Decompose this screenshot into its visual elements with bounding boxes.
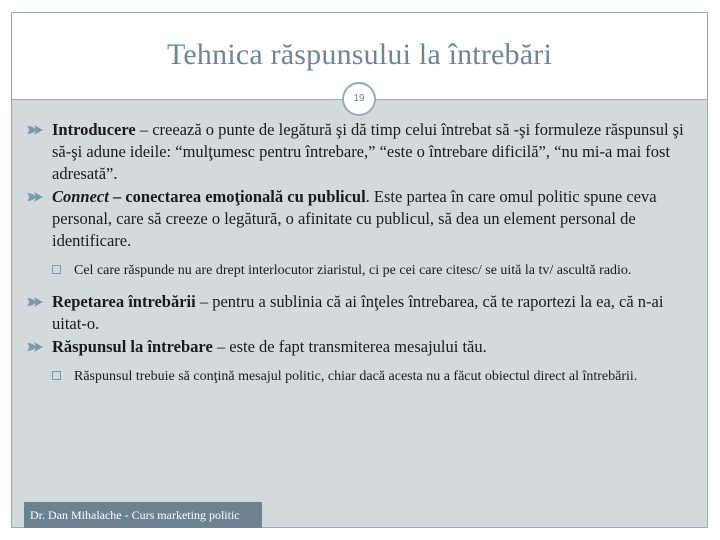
bullet-lead: Connect — [52, 187, 109, 206]
arrow-bullet-icon — [26, 340, 44, 354]
bullet-text: – creează o punte de legătură şi dă timp celui întrebat să -şi formuleze răspunsul şi să-şi adune ideile: “mulţumesc pentru întrebare,” “este o întrebare dificilă”, “nu mi-a mai fost adresată”. — [52, 120, 684, 183]
bullet-lead-continued: – conectarea emoţională cu publicul — [108, 187, 366, 206]
bullet-list — [26, 119, 690, 397]
bullet-lead: Introducere — [52, 120, 136, 139]
sub-bullet-text: Cel care răspunde nu are drept interlocutor ziaristul, ci pe cei care citesc/ se uită la tv/ ascultă radio. — [74, 263, 632, 278]
bullet-connect — [26, 186, 690, 252]
page-number-badge: 19 — [342, 82, 376, 116]
bullet-text: – este de fapt transmiterea mesajului tău. — [212, 337, 487, 356]
bullet-raspunsul — [26, 336, 690, 358]
square-bullet-icon — [52, 371, 61, 380]
sub-bullet-mesaj — [26, 367, 690, 387]
sub-bullet-interlocutor — [26, 261, 690, 281]
square-bullet-icon — [52, 265, 61, 274]
bullet-lead: Repetarea întrebării — [52, 292, 196, 311]
arrow-bullet-icon — [26, 190, 44, 204]
bullet-introducere — [26, 119, 690, 185]
bullet-text: – pentru a sublinia că ai înţeles întrebarea, că te raportezi la ea, că n-ai uitat-o. — [52, 292, 664, 333]
footer: Dr. Dan Mihalache - Curs marketing politic — [24, 502, 262, 528]
sub-bullet-text: Răspunsul trebuie să conţină mesajul politic, chiar dacă acesta nu a făcut obiectul direct al întrebării. — [74, 369, 638, 384]
bullet-repetarea — [26, 291, 690, 335]
arrow-bullet-icon — [26, 295, 44, 309]
slide-title: Tehnica răspunsului la întrebări — [166, 38, 552, 71]
arrow-bullet-icon — [26, 123, 44, 137]
bullet-lead: Răspunsul la întrebare — [52, 337, 213, 356]
bullet-text: . Este partea în care omul politic spune ceva personal, care să creeze o legătură, o afinitate cu publicul, să dea un element personal de identificare. — [52, 187, 657, 250]
